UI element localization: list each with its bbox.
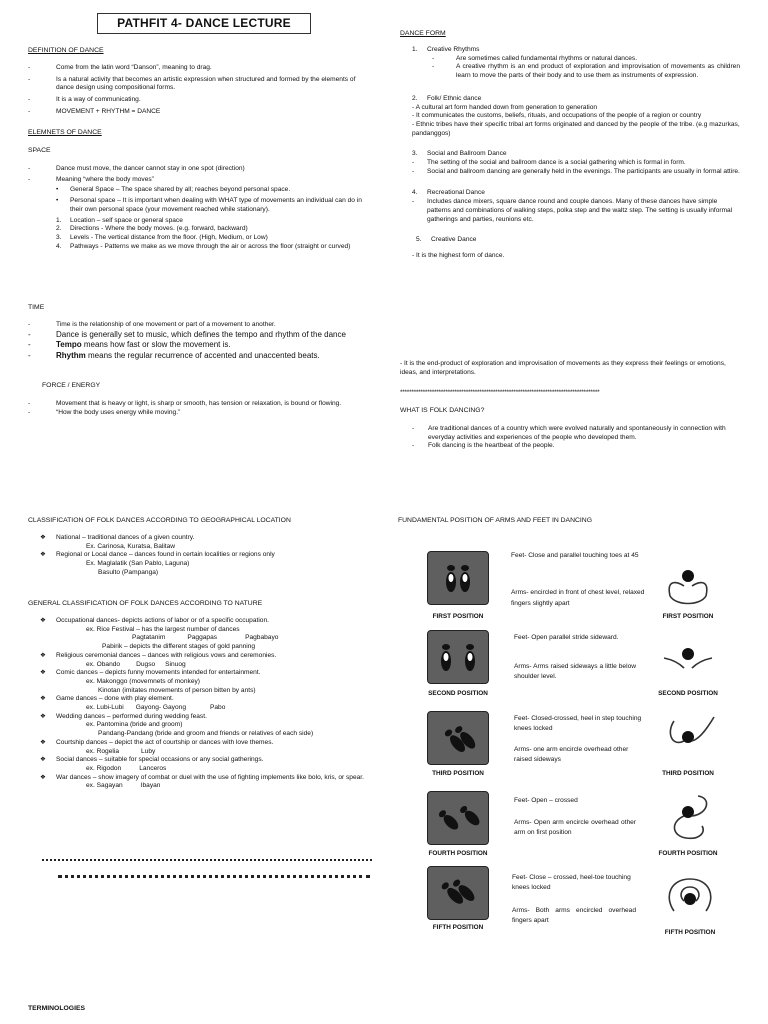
feet-third-position-image [427,711,489,765]
form-line: Includes dance mixers, square dance round and couple dances. Many of these dances have simple patterns and combinations of walking steps, polka step and the waltz step. The setting is usually informal gatherings and parties, reunions etc. [427,198,733,223]
geo-example: Ex. Carinosa, Kuratsa, Balitaw [86,542,176,550]
position-label-arms: SECOND POSITION [658,690,718,697]
folk-question: WHAT IS FOLK DANCING? [400,407,485,414]
position-label-arms: FIRST POSITION [662,613,714,620]
positions-heading: FUNDAMENTAL POSITION OF ARMS AND FEET IN DANCING [398,517,592,524]
form-title: Social and Ballroom Dance [427,150,507,158]
footprint-icon [428,552,488,604]
nature-example: Pagtatanim Paggapas Pagbabayo [132,634,279,642]
footprint-icon [428,631,488,683]
elements-heading: ELEMNETS OF DANCE [28,129,102,136]
dance-form-heading: DANCE FORM [400,30,446,37]
position-arms-desc: Arms- Arms raised sideways a little below shoulder level. [514,663,636,681]
footprint-icon [428,867,488,919]
nature-example: Pandang-Pandang (bride and groom and friends or relatives of each side) [98,730,314,738]
position-arms-desc: Arms- Open arm encircle overhead other arm on first position [514,819,636,837]
geo-example: Basulto (Pampanga) [98,568,159,576]
position-label-feet: FIFTH POSITION [432,924,484,931]
form-line: - Ethnic tribes have their specific tribal art forms originated and danced by the people of the tribe. (e.g mazurkas, pandanggos) [412,120,740,137]
rhythm-word: Rhythm [56,350,86,360]
footprint-icon [428,712,488,764]
nature-item: Occupational dances- depicts actions of labor or of a specific occupation. [56,617,269,624]
nature-item: Wedding dances – performed during wedding feast. [56,712,207,720]
form-line: Are sometimes called fundamental rhythms or natural dances. [456,54,638,62]
arms-second-position-image [658,632,718,684]
position-label-arms: THIRD POSITION [662,770,714,777]
arms-first-position-image [658,556,718,608]
nature-example: ex. Pantomina (bride and groom) [86,721,183,729]
form-title: Folk/ Ethnic dance [427,94,482,102]
position-feet-desc: Feet- Closed-crossed, heel in step touching knees locked [514,715,642,733]
force-list: - Movement that is heavy or light, is sharp or smooth, has tension or relaxation, is bound or flowing. - “How the body uses energy while moving.” [28,400,368,417]
space-bullet: Personal space – It is important when dealing with WHAT type of movements an individual can do in their own personal space (your movement reached while stationary). [70,197,362,213]
page-title: PATHFIT 4- DANCE LECTURE [97,13,311,34]
space-list: - Dance must move, the dancer cannot stay in one spot (direction) - Meaning “where the body moves” • General Space – The space shared by all; reaches beyond personal space. • Personal space – It is important when dealing with WHAT type of movements an individual can do in their own personal space (your movement reached while stationary). 1. Location – self space or general space 2. Directions - Where the body moves. (e.g. forward, backward) 3. Levels - The vertical distance from the floor. (High, Medium, or Low) 4. Pathways - Patterns we make as we move through the air or across the floor (straight or curved) [28,165,368,251]
form-title: Recreational Dance [427,189,485,197]
definition-item: MOVEMENT + RHYTHM = DANCE [56,107,161,115]
form-title: Creative Rhythms [427,46,480,53]
nature-example: ex. Lubi-Lubi Gayong- Gayong Pabo [86,704,226,712]
position-label-arms: FOURTH POSITION [658,850,718,857]
geo-heading: CLASSIFICATION OF FOLK DANCES ACCORDING TO GEOGRAPHICAL LOCATION [28,517,291,524]
nature-item: Social dances – suitable for special occasions or any social gatherings. [56,756,264,764]
definition-item: It is a way of communicating. [56,96,141,104]
arms-diagram-icon [658,792,718,844]
folk-item: Folk dancing is the heartbeat of the people. [428,442,555,450]
arms-fourth-position-image [658,792,718,844]
arms-diagram-icon [658,711,718,763]
geo-item: National – traditional dances of a given country. [56,534,195,541]
position-label-arms: FIFTH POSITION [664,929,716,936]
dance-form-list: 1. Creative Rhythms - Are sometimes called fundamental rhythms or natural dances. - A creative rhythm is an end product of exploration and improvisation of movements as children learn to move the parts of their body and to use them as instruments of expression. 2. Folk/ Ethnic dance - A cultural art form handed down from generation to generation - It communicates the customs, beliefs, rituals, and occupations of the people of a region or country - Ethnic tribes have their specific tribal art forms originated and danced by the people of the tribe. (e.g mazurkas, pandanggos) 3. Social and Ballroom Dance - The setting of the social and ballroom dance is a social gathering which is formal in form. - Social and ballroom dancing are generally held in the evenings. The participants are usually in formal attire. 4. Recreational Dance - Includes dance mixers, square dance round and couple dances. Many of these dances have simple patterns and combinations of walking steps, polka step and the waltz step. The setting is usually informal gatherings and parties, reunions etc. 5. Creative Dance - It is the highest form of dance. [412,46,740,259]
position-label-feet: FIRST POSITION [432,613,484,620]
footprint-icon [428,792,488,844]
feet-fourth-position-image [427,791,489,845]
feet-fifth-position-image [427,866,489,920]
form-line: - It communicates the customs, beliefs, rituals, and occupations of the people of a region or country [412,112,702,120]
space-item: Meaning “where the body moves” [56,175,154,183]
nature-example: ex. Obando Dugso Sinuog [86,660,186,668]
nature-item: Game dances – done with play element. [56,695,174,703]
space-numbered: Location – self space or general space [70,216,183,224]
nature-example: ex. Rigodon Lanceros [86,764,167,772]
position-arms-desc: Arms- one arm encircle overhead other raised sideways [514,746,629,764]
arms-third-position-image [658,711,718,763]
nature-example: ex. Makonggo (movemnets of monkey) [86,677,200,685]
form-line: - It is the highest form of dance. [412,251,505,259]
time-item: Dance is generally set to music, which defines the tempo and rhythm of the dance [56,329,346,339]
form-line: - A cultural art form handed down from generation to generation [412,103,598,111]
space-item: Dance must move, the dancer cannot stay in one spot (direction) [56,165,245,172]
rhythm-item: Rhythm means the regular recurrence of accented and unaccented beats. [56,350,320,360]
nature-example: ex. Rogelia Luby [86,747,156,755]
space-heading: SPACE [28,147,51,154]
arms-diagram-icon [658,632,718,684]
position-arms-desc: Arms- encircled in front of chest level, relaxed fingers slightly apart [511,589,645,607]
form-title: Creative Dance [431,236,477,244]
star-divider: **************************************************************************************** [400,389,600,396]
nature-example: Pabirik – depicts the different stages of gold panning [102,643,256,651]
folk-item: Are traditional dances of a country which were evolved naturally and spontaneously in connection with everyday activities and experiences of the people who developed them. [428,425,726,441]
position-feet-desc: Feet- Close and parallel touching toes at 45 [511,552,639,559]
nature-item: Comic dances – depicts funny movements intended for entertainment. [56,669,261,677]
form-line: A creative rhythm is an end product of exploration and improvisation of movements as children learn to move the parts of their body and to use them as instruments of expression. [456,63,740,80]
arms-fifth-position-image [660,871,720,923]
tempo-item: Tempo means how fast or slow the movement is. [56,340,231,350]
time-item: Time is the relationship of one movement or part of a movement to another. [56,321,276,328]
space-numbered: Pathways - Patterns we make as we move through the air or across the floor (straight or curved) [70,242,351,250]
position-label-feet: SECOND POSITION [428,690,488,697]
dotted-divider [42,859,372,861]
space-bullet: General Space – The space shared by all; reaches beyond personal space. [70,186,291,194]
geo-item: Regional or Local dance – dances found in certain localities or regions only [56,551,275,559]
nature-example: ex. Rice Festival – has the largest number of dances [86,625,240,633]
position-label-feet: THIRD POSITION [432,770,484,777]
force-item: Movement that is heavy or light, is sharp or smooth, has tension or relaxation, is bound or flowing. [56,400,342,407]
definition-heading: DEFINITION OF DANCE [28,47,104,54]
nature-example: ex. Sagayan Ibayan [86,782,161,790]
position-feet-desc: Feet- Close – crossed, heel-toe touching knees locked [512,874,631,891]
force-item: “How the body uses energy while moving.” [56,408,181,416]
position-label-feet: FOURTH POSITION [428,850,488,857]
position-arms-desc: Arms- Both arms encircled overhead fingers apart [512,907,636,925]
position-feet-desc: Feet- Open parallel stride sideward. [514,634,619,641]
arms-diagram-icon [658,556,718,608]
nature-heading: GENERAL CLASSIFICATION OF FOLK DANCES ACCORDING TO NATURE [28,600,263,607]
geo-list: ❖ National – traditional dances of a given country. Ex. Carinosa, Kuratsa, Balitaw ❖ Regional or Local dance – dances found in certain localities or regions only Ex. Maglalatik (San Pablo, Laguna) Basulto (Pampanga) [40,534,375,578]
creative-dance-desc: - It is the end-product of exploration and improvisation of movements as they express their feelings or emotions, ideas, and interpretations. [400,360,726,376]
space-numbered: Levels - The vertical distance from the floor. (High, Medium, or Low) [70,233,268,241]
terminologies-heading: TERMINOLOGIES [28,1005,86,1012]
geo-example: Ex. Maglalatik (San Pablo, Laguna) [86,560,190,568]
form-line: The setting of the social and ballroom dance is a social gathering which is formal in form. [427,159,686,167]
nature-example: Kinotan (imitates movements of person bitten by ants) [98,686,256,694]
feet-second-position-image [427,630,489,684]
form-line: Social and ballroom dancing are generally held in the evenings. The participants are usually in formal attire. [427,167,740,175]
force-heading: FORCE / ENERGY [42,382,101,389]
definition-list: - Come from the latin word “Danson”, meaning to drag. - Is a natural activity that becomes an artistic expression when structured and formed by the elements of dance design using compositional forms. - It is a way of communicating. - MOVEMENT + RHYTHM = DANCE [28,64,368,117]
position-feet-desc: Feet- Open – crossed [514,797,578,804]
nature-list: ❖ Occupational dances- depicts actions of labor or of a specific occupation. ex. Rice Festival – has the largest number of dances Pagtatanim Paggapas Pagbabayo Pabirik – depicts the different stages of gold panning ❖ Religious ceremonial dances – dances with religious vows and ceremonies. ex. Obando Dugso Sinuog ❖ Comic dances – depicts funny movements intended for entertainment. ex. Makonggo (movemnets of monkey) Kinotan (imitates movements of person bitten by ants) ❖ Game dances – done with play element. ex. Lubi-Lubi Gayong- Gayong Pabo ❖ Wedding dances – performed during wedding feast. ex. Pantomina (bride and groom) Pandang-Pandang (bride and groom and friends or relatives of each side) ❖ Courtship dances – depict the act of courtship or dances with love themes. ex. Rogelia Luby ❖ Social dances – suitable for special occasions or any social gatherings. ex. Rigodon Lanceros ❖ War dances – show imagery of combat or duel with the use of fighting implements like bolo, kris, or spear. ex. Sagayan Ibayan [40,617,375,791]
definition-item: Come from the latin word “Danson”, meaning to drag. [56,64,212,71]
tempo-word: Tempo [56,340,82,350]
nature-item: Religious ceremonial dances – dances with religious vows and ceremonies. [56,651,277,659]
definition-item: Is a natural activity that becomes an artistic expression when structured and formed by the elements of dance design using compositional forms. [56,75,356,92]
nature-item: Courtship dances – depict the act of courtship or dances with love themes. [56,738,274,746]
arms-diagram-icon [660,871,720,923]
space-numbered: Directions - Where the body moves. (e.g. forward, backward) [70,225,248,233]
nature-item: War dances – show imagery of combat or duel with the use of fighting implements like bolo, kris, or spear. [56,773,364,781]
time-heading: TIME [28,304,45,311]
dotted-divider [58,875,370,878]
folk-list: - Are traditional dances of a country which were evolved naturally and spontaneously in connection with everyday activities and experiences of the people who developed them. - Folk dancing is the heartbeat of the people. [412,425,742,451]
feet-first-position-image [427,551,489,605]
time-list: - Time is the relationship of one movement or part of a movement to another. - Dance is generally set to music, which defines the tempo and rhythm of the dance - Tempo means how fast or slow the movement is. - Rhythm means the regular recurrence of accented and unaccented beats. [28,321,368,361]
